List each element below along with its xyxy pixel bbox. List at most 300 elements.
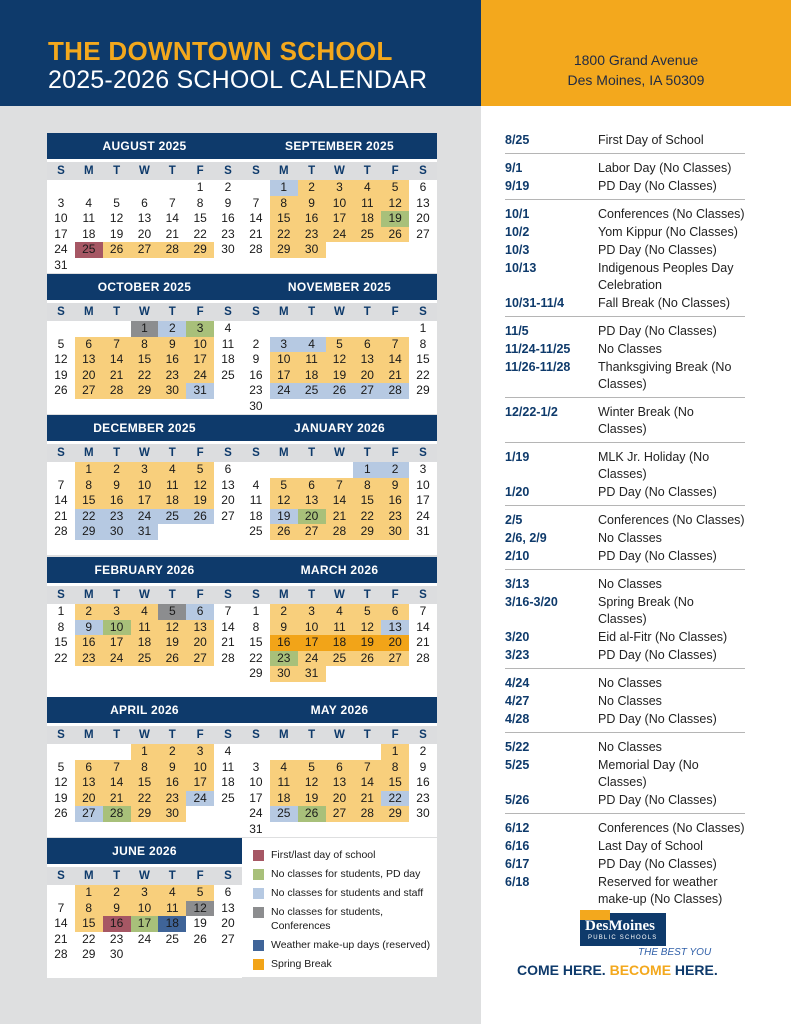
- event-description: Conferences (No Classes): [598, 513, 745, 527]
- day-cell: 23: [249, 383, 263, 398]
- event-date: 10/2: [505, 225, 530, 239]
- calendar-title: 2025-2026 SCHOOL CALENDAR: [48, 66, 428, 94]
- event-date: 1/19: [505, 450, 530, 464]
- day-cell: 18: [131, 635, 159, 651]
- day-cell: 16: [298, 211, 326, 227]
- day-cell: 27: [186, 651, 214, 667]
- day-cell: 2: [75, 604, 103, 620]
- tagline-part3: HERE.: [671, 962, 718, 978]
- weekday-letter: M: [278, 589, 289, 601]
- tagline-part2: BECOME: [609, 962, 672, 978]
- day-cell: 2: [419, 744, 427, 758]
- day-cell: 15: [193, 211, 207, 226]
- week-row: [242, 368, 437, 384]
- day-cell: 2: [270, 604, 298, 620]
- event-description: PD Day (No Classes): [598, 793, 717, 807]
- weekday-letter: F: [196, 447, 204, 459]
- day-cell: 12: [186, 478, 214, 494]
- day-cell: 24: [249, 806, 263, 821]
- day-cell: 22: [54, 650, 68, 665]
- day-cell: 5: [326, 337, 354, 353]
- day-cell: 6: [326, 760, 354, 776]
- day-cell: 13: [298, 493, 326, 509]
- day-cell: [270, 321, 298, 337]
- day-cell: [298, 399, 326, 415]
- weekday-header: [242, 162, 437, 180]
- week-row: [242, 242, 437, 258]
- weekday-letter: W: [139, 306, 150, 318]
- day-cell: 1: [419, 321, 427, 335]
- day-cell: 23: [416, 790, 430, 805]
- event-date: 2/6, 2/9: [505, 531, 547, 545]
- day-cell: 6: [419, 180, 427, 194]
- weekday-header: [47, 162, 242, 180]
- day-cell: 24: [131, 509, 159, 525]
- event-date: 2/5: [505, 513, 523, 527]
- event-description: PD Day (No Classes): [598, 549, 717, 563]
- weekday-letter: T: [308, 306, 316, 318]
- legend-label: Spring Break: [271, 958, 332, 970]
- weekday-letter: T: [363, 165, 371, 177]
- day-cell: 22: [75, 509, 103, 525]
- event-date: 6/17: [505, 857, 530, 871]
- day-cell: 25: [131, 651, 159, 667]
- week-row: [242, 211, 437, 227]
- day-cell: 26: [381, 227, 409, 243]
- day-cell: [158, 947, 186, 963]
- week-row: [47, 383, 242, 399]
- day-cell: 11: [221, 759, 235, 774]
- day-cell: [75, 321, 103, 337]
- week-row: [47, 227, 242, 243]
- day-cell: 17: [249, 790, 263, 805]
- month-calendar: [47, 415, 242, 555]
- event-date: 6/12: [505, 821, 530, 835]
- weekday-letter: T: [113, 306, 121, 318]
- day-cell: [409, 822, 437, 838]
- day-cell: 9: [270, 620, 298, 636]
- event-date: 1/20: [505, 485, 530, 499]
- event-description: Conferences (No Classes): [598, 821, 745, 835]
- day-cell: 31: [54, 257, 68, 272]
- weekday-letter: M: [278, 306, 289, 318]
- day-cell: [270, 399, 298, 415]
- day-cell: [186, 524, 214, 540]
- day-cell: 25: [353, 227, 381, 243]
- day-cell: 4: [158, 885, 186, 901]
- week-row: [242, 399, 437, 415]
- weekday-letter: T: [168, 306, 176, 318]
- day-cell: 6: [141, 195, 148, 210]
- event-description: No Classes: [598, 577, 662, 591]
- day-cell: 13: [326, 775, 354, 791]
- day-cell: 30: [416, 806, 430, 821]
- week-row: [242, 620, 437, 636]
- week-row: [47, 196, 242, 212]
- day-cell: 10: [249, 775, 263, 790]
- day-cell: [326, 666, 354, 682]
- day-cell: 12: [298, 775, 326, 791]
- day-cell: 20: [381, 635, 409, 651]
- day-cell: 27: [416, 226, 430, 241]
- day-cell: 8: [252, 619, 260, 634]
- event-description: PD Day (No Classes): [598, 485, 717, 499]
- event-group: [505, 126, 745, 154]
- day-cell: 6: [75, 337, 103, 353]
- week-row: [242, 635, 437, 651]
- day-cell: 11: [298, 352, 326, 368]
- week-row: [47, 258, 242, 274]
- day-cell: [242, 744, 270, 760]
- day-cell: 19: [298, 791, 326, 807]
- event-group: [505, 669, 745, 733]
- legend-swatch: [253, 959, 264, 970]
- day-cell: 12: [54, 352, 68, 367]
- day-cell: 27: [75, 383, 103, 399]
- day-cell: 26: [186, 509, 214, 525]
- event-date: 3/20: [505, 630, 530, 644]
- day-cell: 19: [186, 493, 214, 509]
- event-description: PD Day (No Classes): [598, 712, 717, 726]
- weekday-letter: T: [168, 447, 176, 459]
- day-cell: 1: [131, 744, 159, 760]
- day-cell: 3: [131, 885, 159, 901]
- day-cell: 31: [298, 666, 326, 682]
- event-row: [505, 242, 745, 259]
- day-cell: 22: [193, 226, 207, 241]
- weekday-letter: T: [308, 589, 316, 601]
- event-row: [505, 594, 745, 628]
- month-calendar: [47, 838, 242, 978]
- day-cell: [353, 666, 381, 682]
- day-cell: 24: [54, 242, 68, 257]
- day-cell: [409, 666, 437, 682]
- month-calendar: [47, 274, 242, 414]
- month-title: APRIL 2026: [47, 697, 242, 723]
- day-cell: 25: [221, 790, 235, 805]
- weekday-header: [47, 444, 242, 462]
- weekday-letter: S: [224, 729, 232, 741]
- day-cell: 21: [165, 226, 179, 241]
- day-cell: 13: [186, 620, 214, 636]
- event-date: 8/25: [505, 133, 530, 147]
- day-cell: 19: [158, 635, 186, 651]
- day-cell: 14: [54, 493, 68, 508]
- day-cell: 2: [103, 885, 131, 901]
- day-cell: 14: [221, 619, 235, 634]
- event-description: Last Day of School: [598, 839, 703, 853]
- day-cell: 28: [103, 383, 131, 399]
- week-row: [47, 901, 242, 917]
- day-cell: 11: [353, 196, 381, 212]
- day-cell: [214, 258, 242, 274]
- day-cell: [186, 258, 214, 274]
- day-cell: [381, 399, 409, 415]
- day-cell: 17: [186, 352, 214, 368]
- day-cell: 8: [196, 195, 204, 210]
- event-date: 5/22: [505, 740, 530, 754]
- day-cell: 11: [158, 478, 186, 494]
- week-row: [242, 227, 437, 243]
- day-cell: 29: [353, 524, 381, 540]
- event-date: 6/18: [505, 875, 530, 889]
- day-cell: 30: [158, 806, 186, 822]
- day-cell: 18: [82, 226, 96, 241]
- day-cell: 15: [416, 352, 430, 367]
- event-row: [505, 178, 745, 195]
- day-cell: 16: [158, 775, 186, 791]
- day-cell: 9: [158, 337, 186, 353]
- day-cell: 26: [298, 806, 326, 822]
- day-cell: 3: [103, 604, 131, 620]
- day-cell: 29: [381, 806, 409, 822]
- day-cell: [381, 822, 409, 838]
- day-cell: 6: [298, 478, 326, 494]
- event-date: 4/28: [505, 712, 530, 726]
- day-cell: 30: [249, 398, 263, 413]
- event-row: [505, 512, 745, 529]
- day-cell: 9: [252, 352, 260, 367]
- day-cell: 10: [186, 337, 214, 353]
- weekday-letter: M: [83, 447, 94, 459]
- day-cell: 12: [353, 620, 381, 636]
- event-row: [505, 206, 745, 223]
- day-cell: [326, 462, 354, 478]
- day-cell: 16: [75, 635, 103, 651]
- weekday-letter: T: [168, 870, 176, 882]
- day-cell: 3: [252, 759, 260, 774]
- event-description: No Classes: [598, 342, 662, 356]
- legend-item: [253, 886, 437, 900]
- day-cell: [270, 744, 298, 760]
- month-title: MARCH 2026: [242, 557, 437, 583]
- day-cell: 21: [249, 226, 263, 241]
- day-cell: 28: [103, 806, 131, 822]
- day-cell: 24: [298, 651, 326, 667]
- day-cell: [47, 885, 75, 901]
- day-cell: 3: [326, 180, 354, 196]
- weekday-letter: T: [168, 729, 176, 741]
- event-description: Yom Kippur (No Classes): [598, 225, 738, 239]
- month-calendar: [242, 133, 437, 273]
- weekday-letter: W: [139, 729, 150, 741]
- day-cell: 25: [326, 651, 354, 667]
- day-cell: 2: [252, 336, 260, 351]
- day-cell: 3: [419, 462, 427, 476]
- event-row: [505, 530, 745, 547]
- day-cell: 23: [298, 227, 326, 243]
- event-row: [505, 792, 745, 809]
- event-group: [505, 733, 745, 814]
- day-cell: 18: [221, 775, 235, 790]
- event-row: [505, 295, 745, 312]
- weekday-letter: S: [57, 589, 65, 601]
- legend-label: No classes for students, PD day: [271, 868, 421, 880]
- weekday-letter: M: [83, 165, 94, 177]
- day-cell: [214, 524, 242, 540]
- day-cell: 16: [249, 367, 263, 382]
- day-cell: 6: [381, 604, 409, 620]
- week-row: [242, 604, 437, 620]
- logo-name: DesMoines: [585, 918, 655, 934]
- weekday-letter: M: [83, 589, 94, 601]
- day-cell: 17: [270, 368, 298, 384]
- week-row: [47, 620, 242, 636]
- day-cell: 25: [221, 367, 235, 382]
- legend-swatch: [253, 940, 264, 951]
- weekday-letter: S: [224, 589, 232, 601]
- weekday-letter: T: [308, 447, 316, 459]
- day-cell: 27: [131, 242, 159, 258]
- day-cell: 27: [75, 806, 103, 822]
- week-row: [242, 196, 437, 212]
- event-date: 12/22-1/2: [505, 405, 558, 419]
- day-cell: 25: [158, 509, 186, 525]
- day-cell: 20: [353, 368, 381, 384]
- day-cell: [242, 180, 270, 196]
- week-row: [242, 383, 437, 399]
- day-cell: [326, 399, 354, 415]
- day-cell: 15: [131, 352, 159, 368]
- day-cell: [242, 321, 270, 337]
- weekday-header: [47, 586, 242, 604]
- day-cell: 5: [298, 760, 326, 776]
- day-cell: 19: [381, 211, 409, 227]
- event-description: PD Day (No Classes): [598, 243, 717, 257]
- event-row: [505, 856, 745, 873]
- day-cell: 19: [193, 916, 207, 931]
- week-row: [47, 604, 242, 620]
- day-cell: 10: [298, 620, 326, 636]
- day-cell: 5: [158, 604, 186, 620]
- day-cell: 22: [270, 227, 298, 243]
- month-calendar: [242, 274, 437, 414]
- event-description: No Classes: [598, 676, 662, 690]
- day-cell: 3: [57, 195, 65, 210]
- day-cell: 7: [252, 195, 260, 210]
- weekday-letter: F: [391, 447, 399, 459]
- day-cell: 7: [57, 477, 65, 492]
- legend-swatch: [253, 869, 264, 880]
- day-cell: 20: [186, 635, 214, 651]
- day-cell: 29: [416, 383, 430, 398]
- day-cell: 26: [326, 383, 354, 399]
- event-date: 5/26: [505, 793, 530, 807]
- event-row: [505, 224, 745, 241]
- day-cell: 5: [57, 336, 65, 351]
- weekday-letter: F: [391, 589, 399, 601]
- weekday-letter: S: [252, 589, 260, 601]
- event-row: [505, 838, 745, 855]
- legend-item: [253, 905, 437, 933]
- event-date: 4/24: [505, 676, 530, 690]
- legend-label: Weather make-up days (reserved): [271, 939, 431, 951]
- weekday-letter: T: [113, 589, 121, 601]
- day-cell: 27: [353, 383, 381, 399]
- day-cell: 22: [353, 509, 381, 525]
- day-cell: 11: [270, 775, 298, 791]
- day-cell: 13: [353, 352, 381, 368]
- day-cell: 10: [131, 478, 159, 494]
- day-cell: 18: [158, 493, 186, 509]
- day-cell: [326, 822, 354, 838]
- day-cell: 4: [252, 477, 260, 492]
- week-row: [242, 509, 437, 525]
- day-cell: 4: [353, 180, 381, 196]
- weekday-letter: S: [252, 306, 260, 318]
- weekday-letter: S: [252, 165, 260, 177]
- day-cell: 28: [381, 383, 409, 399]
- event-row: [505, 647, 745, 664]
- week-row: [47, 352, 242, 368]
- day-cell: 10: [103, 620, 131, 636]
- legend-swatch: [253, 907, 264, 918]
- legend: [242, 838, 437, 977]
- day-cell: [326, 744, 354, 760]
- day-cell: 8: [57, 619, 65, 634]
- day-cell: 7: [103, 337, 131, 353]
- event-row: [505, 711, 745, 728]
- weekday-letter: F: [196, 589, 204, 601]
- event-row: [505, 160, 745, 177]
- day-cell: 30: [103, 524, 131, 540]
- month-calendar: [242, 697, 437, 837]
- day-cell: 30: [221, 242, 235, 257]
- day-cell: 9: [103, 901, 131, 917]
- day-cell: 31: [131, 524, 159, 540]
- legend-swatch: [253, 888, 264, 899]
- day-cell: 24: [416, 508, 430, 523]
- weekday-letter: M: [278, 729, 289, 741]
- day-cell: 4: [224, 321, 232, 335]
- event-group: [505, 398, 745, 443]
- day-cell: [353, 744, 381, 760]
- day-cell: [298, 462, 326, 478]
- day-cell: 13: [75, 775, 103, 791]
- week-row: [47, 321, 242, 337]
- day-cell: 26: [54, 383, 68, 398]
- day-cell: 23: [158, 791, 186, 807]
- day-cell: 19: [54, 790, 68, 805]
- day-cell: 22: [416, 367, 430, 382]
- day-cell: 23: [75, 651, 103, 667]
- day-cell: 4: [224, 744, 232, 758]
- week-row: [47, 760, 242, 776]
- week-row: [47, 509, 242, 525]
- day-cell: 28: [326, 524, 354, 540]
- day-cell: 10: [131, 901, 159, 917]
- day-cell: 19: [54, 367, 68, 382]
- event-description: PD Day (No Classes): [598, 324, 717, 338]
- day-cell: 17: [298, 635, 326, 651]
- month-calendar: [242, 557, 437, 697]
- weekday-letter: T: [113, 165, 121, 177]
- event-group: [505, 506, 745, 570]
- day-cell: 28: [353, 806, 381, 822]
- event-description: First Day of School: [598, 133, 704, 147]
- day-cell: 9: [381, 478, 409, 494]
- day-cell: 24: [326, 227, 354, 243]
- day-cell: 3: [186, 744, 214, 760]
- event-description: Indigenous Peoples Day Celebration: [598, 261, 734, 292]
- day-cell: 17: [326, 211, 354, 227]
- weekday-letter: W: [334, 447, 345, 459]
- day-cell: [158, 258, 186, 274]
- day-cell: 8: [381, 760, 409, 776]
- weekday-letter: S: [224, 165, 232, 177]
- day-cell: [409, 399, 437, 415]
- event-group: [505, 814, 745, 912]
